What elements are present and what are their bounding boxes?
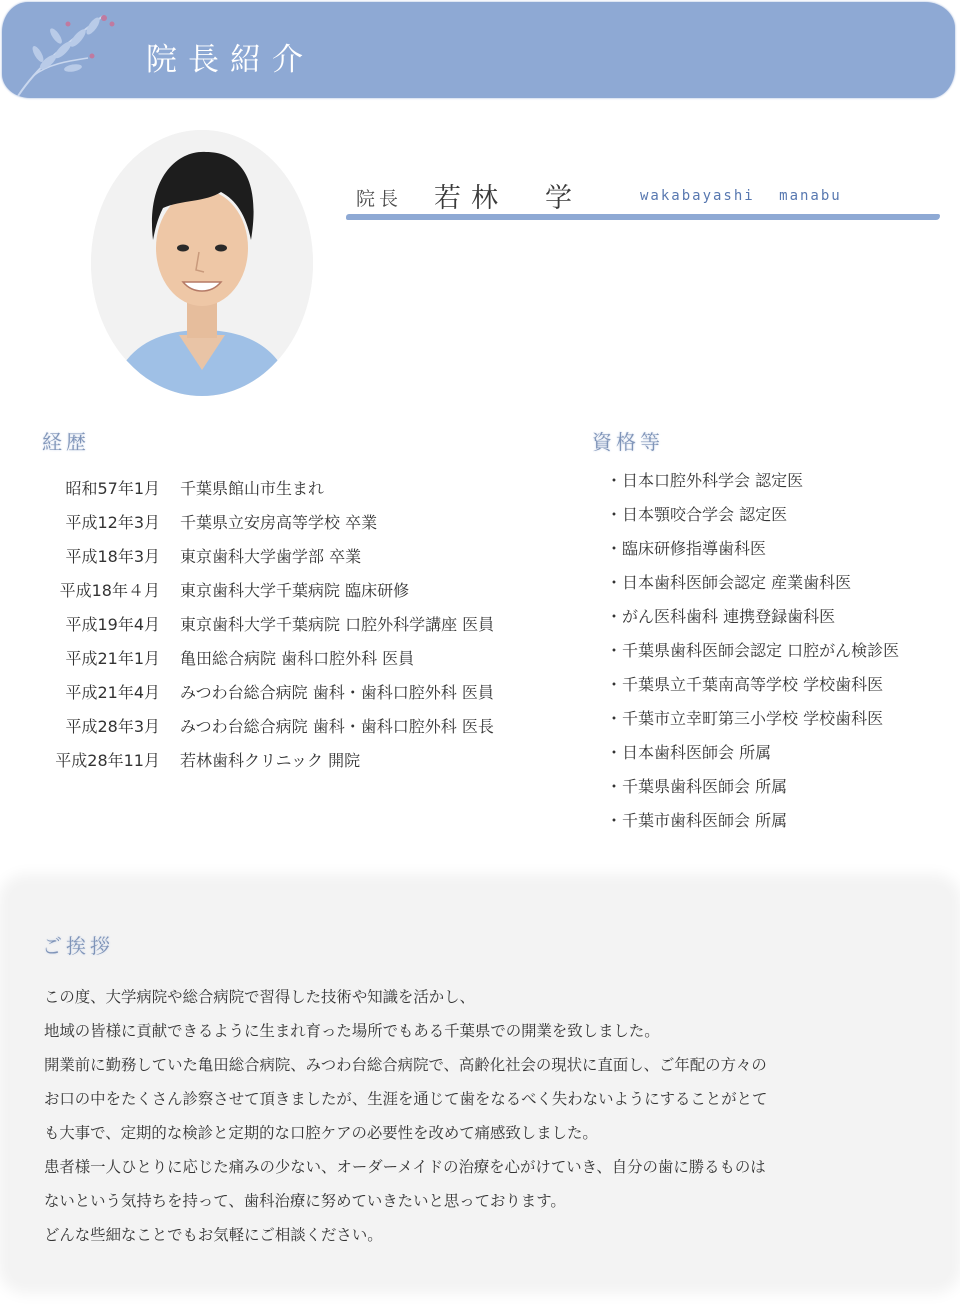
career-row <box>40 710 580 744</box>
greeting-text <box>44 980 924 1252</box>
career-date: 平成12年3月 <box>65 513 160 532</box>
page-title: 院長紹介 <box>146 42 314 78</box>
page-header <box>2 2 955 98</box>
doctor-role: 院長 <box>356 188 403 210</box>
career-row <box>40 744 580 778</box>
career-date: 平成18年４月 <box>59 581 160 600</box>
greeting-line: 開業前に勤務していた亀田総合病院、みつわ台総合病院で、高齢化社会の現状に直面し、ご年配の方々の <box>44 1056 767 1074</box>
career-description: 亀田総合病院 歯科口腔外科 医員 <box>180 649 415 668</box>
qualification-item: ・日本歯科医師会 所属 <box>606 743 772 762</box>
qualification-item: ・日本顎咬合学会 認定医 <box>606 505 788 524</box>
career-row <box>40 574 580 608</box>
career-date: 平成28年11月 <box>55 751 160 770</box>
qualification-item: ・千葉県立千葉南高等学校 学校歯科医 <box>606 675 884 694</box>
qualification-item: ・千葉県歯科医師会認定 口腔がん検診医 <box>606 641 900 660</box>
leaf-branch-icon <box>8 6 133 98</box>
career-date: 平成18年3月 <box>65 547 160 566</box>
doctor-portrait <box>91 130 313 396</box>
qualification-item: ・千葉市歯科医師会 所属 <box>606 811 788 830</box>
qualification-item: ・日本歯科医師会認定 産業歯科医 <box>606 573 852 592</box>
career-row <box>40 472 580 506</box>
greeting-line: 地域の皆様に貢献できるように生まれ育った場所でもある千葉県での開業を致しました。 <box>44 1022 660 1040</box>
career-list <box>40 472 580 778</box>
qualification-item: ・千葉県歯科医師会 所属 <box>606 777 788 796</box>
career-row <box>40 676 580 710</box>
career-description: 東京歯科大学歯学部 卒業 <box>180 547 362 566</box>
career-date: 平成21年4月 <box>65 683 160 702</box>
doctor-name-romaji: wakabayashi manabu <box>640 188 842 204</box>
qualification-item: ・がん医科歯科 連携登録歯科医 <box>606 607 836 626</box>
qualifications-heading: 資格等 <box>592 430 664 454</box>
greeting-line: も大事で、定期的な検診と定期的な口腔ケアの必要性を改めて痛感致しました。 <box>44 1124 598 1142</box>
greeting-heading: ご挨拶 <box>42 934 114 958</box>
career-description: みつわ台総合病院 歯科・歯科口腔外科 医員 <box>180 683 494 702</box>
greeting-line: ないという気持ちを持って、歯科治療に努めていきたいと思っております。 <box>44 1192 566 1210</box>
greeting-line: お口の中をたくさん診察させて頂きましたが、生涯を通じて歯をなるべく失わないようにすることがとて <box>44 1090 768 1108</box>
career-date: 平成21年1月 <box>65 649 160 668</box>
career-row <box>40 642 580 676</box>
career-heading: 経歴 <box>42 430 90 454</box>
career-row <box>40 540 580 574</box>
qualification-item: ・日本口腔外科学会 認定医 <box>606 471 804 490</box>
greeting-line: この度、大学病院や総合病院で習得した技術や知識を活かし、 <box>44 988 475 1006</box>
doctor-name: 若林 学 <box>434 183 582 214</box>
name-underline <box>346 214 940 220</box>
career-description: 千葉県館山市生まれ <box>180 479 325 498</box>
career-description: 若林歯科クリニック 開院 <box>180 751 361 770</box>
career-date: 昭和57年1月 <box>65 479 160 498</box>
qualifications-list <box>606 464 956 838</box>
career-row <box>40 608 580 642</box>
qualification-item: ・臨床研修指導歯科医 <box>606 539 767 558</box>
greeting-line: どんな些細なことでもお気軽にご相談ください。 <box>44 1226 383 1244</box>
career-description: 千葉県立安房高等学校 卒業 <box>180 513 378 532</box>
career-date: 平成28年3月 <box>65 717 160 736</box>
greeting-line: 患者様一人ひとりに応じた痛みの少ない、オーダーメイドの治療を心がけていき、自分の歯に勝るものは <box>44 1158 766 1176</box>
career-row <box>40 506 580 540</box>
career-description: みつわ台総合病院 歯科・歯科口腔外科 医長 <box>180 717 494 736</box>
career-description: 東京歯科大学千葉病院 口腔外科学講座 医員 <box>180 615 495 634</box>
qualification-item: ・千葉市立幸町第三小学校 学校歯科医 <box>606 709 884 728</box>
career-date: 平成19年4月 <box>65 615 160 634</box>
career-description: 東京歯科大学千葉病院 臨床研修 <box>180 581 410 600</box>
